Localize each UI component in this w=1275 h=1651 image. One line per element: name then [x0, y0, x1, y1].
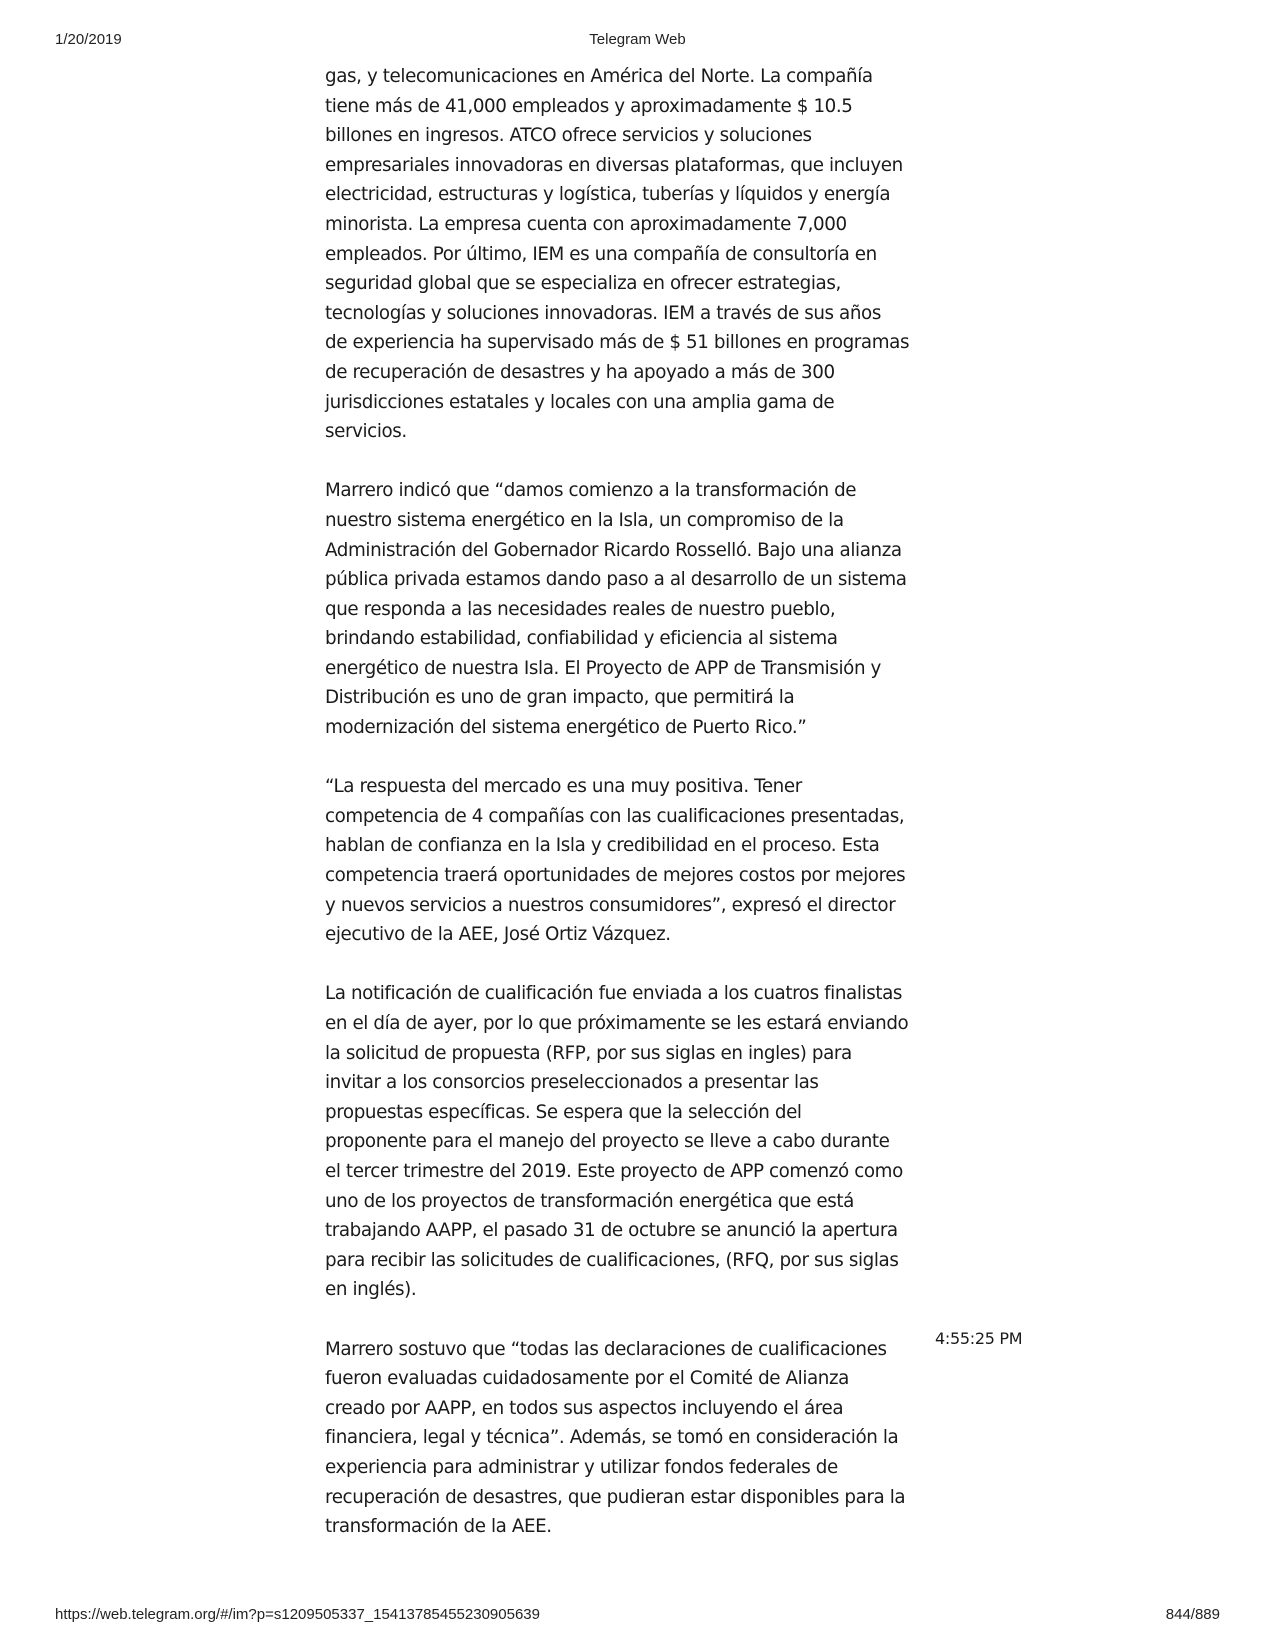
- text-line: propuestas específicas. Se espera que la selección del: [325, 1101, 802, 1123]
- text-line: experiencia para administrar y utilizar fondos federales de: [325, 1456, 838, 1478]
- text-line: el tercer trimestre del 2019. Este proyecto de APP comenzó como: [325, 1160, 903, 1182]
- text-line: competencia de 4 compañías con las cualificaciones presentadas,: [325, 805, 905, 827]
- text-line: seguridad global que se especializa en ofrecer estrategias,: [325, 273, 841, 295]
- text-line: nuestro sistema energético en la Isla, un compromiso de la: [325, 509, 844, 531]
- text-line: Marrero sostuvo que “todas las declaraciones de cualificaciones: [325, 1338, 887, 1360]
- message-timestamp: 4:55:25 PM: [935, 1329, 1023, 1348]
- text-line: La notificación de cualificación fue enviada a los cuatros finalistas: [325, 983, 903, 1005]
- text-line: empresariales innovadoras en diversas plataformas, que incluyen: [325, 154, 903, 176]
- text-line: minorista. La empresa cuenta con aproximadamente 7,000: [325, 213, 847, 235]
- text-line: proponente para el manejo del proyecto se lleve a cabo durante: [325, 1131, 890, 1153]
- text-line: electricidad, estructuras y logística, tuberías y líquidos y energía: [325, 184, 891, 206]
- paragraph-evaluation: [325, 1335, 925, 1542]
- text-line: tecnologías y soluciones innovadoras. IEM a través de sus años: [325, 302, 881, 324]
- paragraph-marrero-quote: [325, 476, 925, 742]
- text-line: “La respuesta del mercado es una muy positiva. Tener: [325, 776, 802, 798]
- paragraph-companies: [325, 62, 925, 447]
- paragraph-qualification-notice: [325, 979, 925, 1305]
- message-content: [325, 62, 925, 1571]
- text-line: energético de nuestra Isla. El Proyecto de APP de Transmisión y: [325, 657, 881, 679]
- text-line: Administración del Gobernador Ricardo Rosselló. Bajo una alianza: [325, 539, 902, 561]
- text-line: y nuevos servicios a nuestros consumidores”, expresó el director: [325, 894, 896, 916]
- text-line: uno de los proyectos de transformación energética que está: [325, 1190, 854, 1212]
- text-line: ejecutivo de la AEE, José Ortiz Vázquez.: [325, 924, 671, 946]
- text-line: empleados. Por último, IEM es una compañía de consultoría en: [325, 243, 877, 265]
- text-line: de experiencia ha supervisado más de $ 51 billones en programas: [325, 332, 910, 354]
- text-line: competencia traerá oportunidades de mejores costos por mejores: [325, 865, 906, 887]
- text-line: hablan de confianza en la Isla y credibilidad en el proceso. Esta: [325, 835, 880, 857]
- text-line: para recibir las solicitudes de cualificaciones, (RFQ, por sus siglas: [325, 1249, 899, 1271]
- text-line: jurisdicciones estatales y locales con una amplia gama de: [325, 391, 835, 413]
- text-line: tiene más de 41,000 empleados y aproximadamente $ 10.5: [325, 95, 853, 117]
- text-line: de recuperación de desastres y ha apoyado a más de 300: [325, 361, 835, 383]
- text-line: recuperación de desastres, que pudieran estar disponibles para la: [325, 1486, 906, 1508]
- text-line: modernización del sistema energético de Puerto Rico.”: [325, 717, 807, 739]
- text-line: la solicitud de propuesta (RFP, por sus siglas en ingles) para: [325, 1042, 852, 1064]
- text-line: servicios.: [325, 421, 407, 443]
- print-date: 1/20/2019: [55, 31, 122, 48]
- text-line: en inglés).: [325, 1279, 417, 1301]
- text-line: transformación de la AEE.: [325, 1516, 552, 1538]
- text-line: que responda a las necesidades reales de nuestro pueblo,: [325, 598, 836, 620]
- text-line: brindando estabilidad, confiabilidad y eficiencia al sistema: [325, 628, 838, 650]
- text-line: fueron evaluadas cuidadosamente por el Comité de Alianza: [325, 1368, 849, 1390]
- text-line: en el día de ayer, por lo que próximamente se les estará enviando: [325, 1013, 909, 1034]
- page-title: Telegram Web: [589, 31, 686, 48]
- text-line: Distribución es uno de gran impacto, que permitirá la: [325, 687, 795, 709]
- text-line: gas, y telecomunicaciones en América del Norte. La compañía: [325, 66, 873, 87]
- text-line: billones en ingresos. ATCO ofrece servicios y soluciones: [325, 125, 812, 147]
- text-line: invitar a los consorcios preseleccionados a presentar las: [325, 1072, 819, 1094]
- text-line: Marrero indicó que “damos comienzo a la transformación de: [325, 480, 857, 502]
- page-url: https://web.telegram.org/#/im?p=s1209505337_15413785455230905639: [55, 1606, 540, 1623]
- text-line: trabajando AAPP, el pasado 31 de octubre se anunció la apertura: [325, 1220, 898, 1242]
- text-line: pública privada estamos dando paso a al desarrollo de un sistema: [325, 569, 907, 591]
- page-number: 844/889: [1165, 1606, 1220, 1623]
- paragraph-market-response: [325, 772, 925, 950]
- text-line: creado por AAPP, en todos sus aspectos incluyendo el área: [325, 1397, 844, 1419]
- text-line: financiera, legal y técnica”. Además, se tomó en consideración la: [325, 1427, 899, 1449]
